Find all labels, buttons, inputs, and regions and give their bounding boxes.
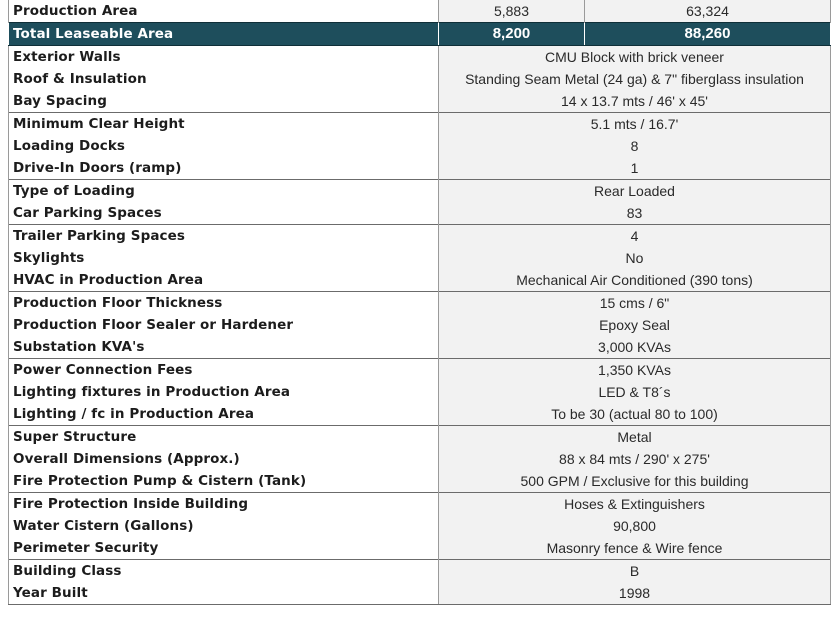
row-value: Standing Seam Metal (24 ga) & 7" fiberglass insulation (439, 68, 831, 90)
row-label: Water Cistern (Gallons) (9, 515, 439, 537)
row-value: Hoses & Extinguishers (439, 493, 831, 516)
row-value-a: 5,883 (439, 0, 585, 23)
row-label: Production Floor Thickness (9, 292, 439, 315)
row-label: Exterior Walls (9, 46, 439, 69)
row-label: Skylights (9, 247, 439, 269)
table-row (9, 135, 831, 157)
table-row (9, 448, 831, 470)
table-row (9, 537, 831, 560)
total-leaseable-row (9, 23, 831, 46)
row-label: Drive-In Doors (ramp) (9, 157, 439, 180)
row-value: 15 cms / 6" (439, 292, 831, 315)
row-label: Overall Dimensions (Approx.) (9, 448, 439, 470)
row-label: Fire Protection Pump & Cistern (Tank) (9, 470, 439, 493)
row-value: 83 (439, 202, 831, 225)
table-row (9, 202, 831, 225)
row-value: Rear Loaded (439, 180, 831, 203)
table-row (9, 0, 831, 23)
row-value: 88 x 84 mts / 290' x 275' (439, 448, 831, 470)
row-label: Roof & Insulation (9, 68, 439, 90)
row-label: Year Built (9, 582, 439, 605)
row-value: 90,800 (439, 515, 831, 537)
row-label: Bay Spacing (9, 90, 439, 113)
row-value-b: 88,260 (585, 23, 831, 46)
row-value: To be 30 (actual 80 to 100) (439, 403, 831, 426)
table-row (9, 403, 831, 426)
row-label: Lighting fixtures in Production Area (9, 381, 439, 403)
row-label: Production Area (9, 0, 439, 23)
row-value: Masonry fence & Wire fence (439, 537, 831, 560)
table-row (9, 426, 831, 449)
row-label: Perimeter Security (9, 537, 439, 560)
row-label: Loading Docks (9, 135, 439, 157)
table-row (9, 247, 831, 269)
row-value: CMU Block with brick veneer (439, 46, 831, 69)
row-label: Minimum Clear Height (9, 113, 439, 136)
table-row (9, 314, 831, 336)
row-label: Substation KVA's (9, 336, 439, 359)
row-value: 500 GPM / Exclusive for this building (439, 470, 831, 493)
row-label: Fire Protection Inside Building (9, 493, 439, 516)
table-row (9, 560, 831, 583)
table-row (9, 68, 831, 90)
row-label: Power Connection Fees (9, 359, 439, 382)
row-value: 3,000 KVAs (439, 336, 831, 359)
row-value: 1,350 KVAs (439, 359, 831, 382)
row-value: No (439, 247, 831, 269)
row-value: LED & T8´s (439, 381, 831, 403)
row-label: Super Structure (9, 426, 439, 449)
table-row (9, 470, 831, 493)
row-value: Mechanical Air Conditioned (390 tons) (439, 269, 831, 292)
row-label: Car Parking Spaces (9, 202, 439, 225)
row-label: Lighting / fc in Production Area (9, 403, 439, 426)
row-value: 5.1 mts / 16.7' (439, 113, 831, 136)
row-label: Production Floor Sealer or Hardener (9, 314, 439, 336)
table-row (9, 90, 831, 113)
row-value: Metal (439, 426, 831, 449)
row-value: 1998 (439, 582, 831, 605)
row-label: Trailer Parking Spaces (9, 225, 439, 248)
table-row (9, 582, 831, 605)
row-value: 14 x 13.7 mts / 46' x 45' (439, 90, 831, 113)
row-value: 8 (439, 135, 831, 157)
table-row (9, 381, 831, 403)
table-row (9, 225, 831, 248)
row-value: Epoxy Seal (439, 314, 831, 336)
table-row (9, 157, 831, 180)
row-value: 1 (439, 157, 831, 180)
row-label: Building Class (9, 560, 439, 583)
table-row (9, 493, 831, 516)
table-row (9, 113, 831, 136)
row-label: Type of Loading (9, 180, 439, 203)
table-row (9, 292, 831, 315)
table-row (9, 336, 831, 359)
row-label: Total Leaseable Area (9, 23, 439, 46)
table-row (9, 515, 831, 537)
table-row (9, 46, 831, 69)
table-row (9, 359, 831, 382)
table-row (9, 180, 831, 203)
table-row (9, 269, 831, 292)
row-value: 4 (439, 225, 831, 248)
row-label: HVAC in Production Area (9, 269, 439, 292)
building-spec-table (8, 0, 831, 605)
row-value: B (439, 560, 831, 583)
row-value-b: 63,324 (585, 0, 831, 23)
row-value-a: 8,200 (439, 23, 585, 46)
